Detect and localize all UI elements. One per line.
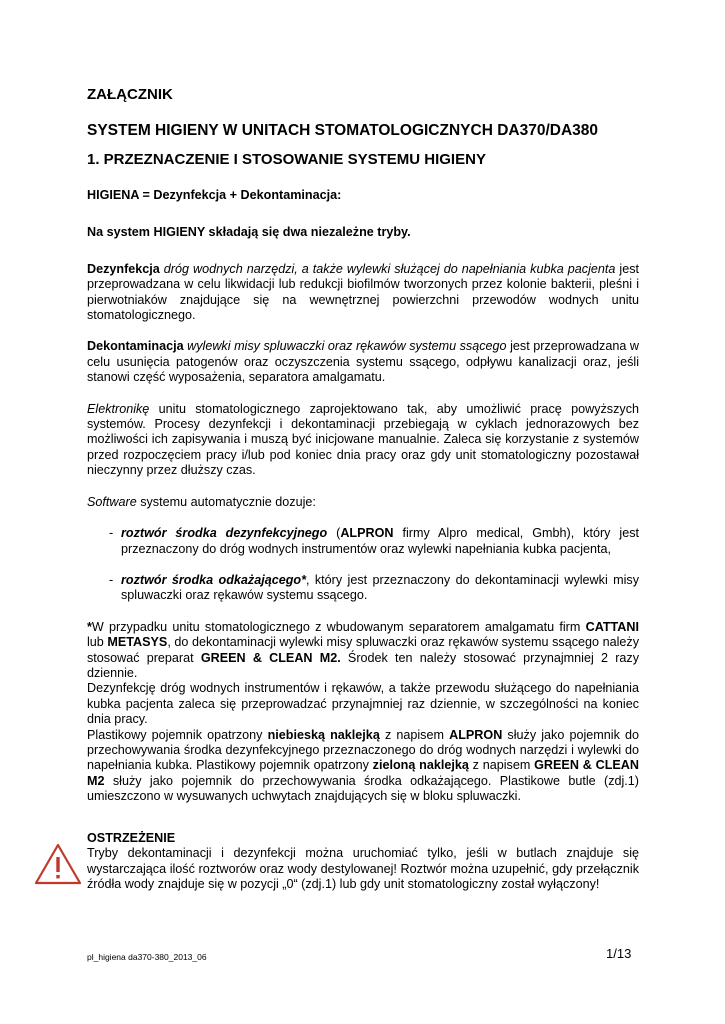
disinfection-term: Dezynfekcja [87,261,160,276]
disinfection-paragraph [87,262,639,324]
disinfection-schedule: Dezynfekcję dróg wodnych instrumentów i rękawów, a także przewodu służącego do napełniania kubka pacjenta zaleca się przeprowadzać przynajmniej raz dziennie, w szczególności na koniec dnia pracy. [87,681,639,727]
disinfection-text: jest przeprowadzana w celu likwidacji lub redukcji biofilmów tworzonych przez kolonie bakterii, pleśni i pierwotniaków znajdujące się na wewnętrznej powierzchni przewodów wodnych unitu stomatologicznego. [87,261,639,323]
electronics-term: Elektronikę [87,401,150,416]
alpron-brand: ALPRON [340,526,394,541]
decontamination-paragraph [87,339,639,385]
document-body [87,188,639,805]
disinfection-scope: dróg wodnych narzędzi, a także wylewki służącej do napełniania kubka pacjenta [159,261,616,276]
warning-triangle-icon [33,842,83,886]
document-title: SYSTEM HIGIENY W UNITACH STOMATOLOGICZNYCH DA370/DA380 [87,122,598,139]
decontamination-text: jest przeprowadzana w celu usunięcia patogenów oraz oczyszczenia systemu ssącego, odpływu kanalizacji oraz, jeśli stanowi część wyposażenia, separatora amalgamatu. [87,339,639,385]
electronics-text: unitu stomatologicznego zaprojektowano tak, aby umożliwić pracę powyższych systemów. Procesy dezynfekcji i dekontaminacji przebiegają w cyklach jednorazowych bez możliwości ich zapisywania i muszą być inicjowane manualnie. Zaleca się korzystanie z systemów przed rozpoczęciem pracy i/lub pod koniec dnia pracy oraz gdy unit stomatologiczny pozostawał nieczynny przez dłuższy czas. [87,401,639,478]
decontamination-term: Dekontaminacja [87,339,184,354]
decontamination-scope: wylewki misy spluwaczki oraz rękawów systemu ssącego [183,339,507,354]
list-item-decontaminant: - roztwór środka odkażającego*, który jest przeznaczony do dekontaminacji wylewki misy spluwaczki oraz rękawów systemu ssącego. [109,572,639,603]
section-heading: 1. PRZEZNACZENIE I STOSOWANIE SYSTEMU HIGIENY [87,151,486,168]
hygiene-formula: HIGIENA = Dezynfekcja + Dekontaminacja: [87,188,342,202]
warning-block [87,831,639,893]
warning-title: OSTRZEŻENIE [87,831,176,845]
footer-filename: pl_higiena da370-380_2013_06 [87,952,207,962]
decontaminant-name: roztwór środka odkażającego* [121,572,307,587]
modes-intro: Na system HIGIENY składają się dwa niezależne tryby. [87,225,411,240]
containers-paragraph: Plastikowy pojemnik opatrzony niebieską naklejką z napisem ALPRON służy jako pojemnik do przechowywania środka dezynfekcyjnego przeznaczonego do dróg wodnych narzędzi i wylewki do napełniania kubka. Plastikowy pojemnik opatrzony zieloną naklejką z napisem GREEN & CLEAN M2 służy jako pojemnik do przechowywania środka odkażającego. Plastikowe butle (zdj.1) umieszczono w wysuwanych uchwytach znajdujących się w bloku spluwaczki. [87,727,639,804]
software-term: Software [87,494,137,509]
page-number: 1/13 [606,946,632,961]
warning-text: Tryby dekontaminacji i dezynfekcji można uruchomiać tylko, jeśli w butlach znajduje się wystarczająca ilość roztworów oraz wody destylowanej! Roztwór można uzupełnić, gdy przełącznik źródła wody znajduje się w pozycji „0“ (zdj.1) lub gdy unit stomatologiczny został wyłączony! [87,846,639,892]
software-paragraph [87,495,639,510]
list-dash: - [109,526,114,541]
list-item-disinfectant: - roztwór środka dezynfekcyjnego (ALPRON firmy Alpro medical, Gmbh), który jest przeznaczony do dróg wodnych instrumentów oraz wylewki napełniania kubka pacjenta, [109,526,639,556]
electronics-paragraph [87,402,639,479]
disinfectant-name: roztwór środka dezynfekcyjnego [121,526,328,541]
software-text: systemu automatycznie dozuje: [136,494,316,509]
annex-heading: ZAŁĄCZNIK [87,86,173,103]
amalgam-note: *W przypadku unitu stomatologicznego z wbudowanym separatorem amalgamatu firm CATTANI lub METASYS, do dekontaminacji wylewki misy spluwaczki oraz rękawów systemu ssącego należy stosować preparat GREEN & CLEAN M2. Środek ten należy stosować przynajmniej 2 razy dziennie. [87,619,639,680]
list-dash: - [109,572,114,587]
